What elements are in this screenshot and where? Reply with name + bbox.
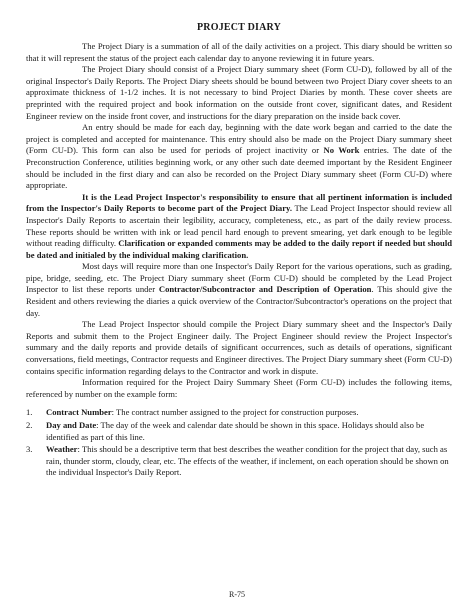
bold-text-run: Clarification or expanded comments may be added to the daily report if needed but should be dated and initialed by the individual making clarification. bbox=[26, 238, 452, 260]
list-item-number: 1. bbox=[26, 407, 33, 418]
paragraph-daily-entry bbox=[26, 122, 452, 192]
list-item-text: : The contract number assigned to the project for construction purposes. bbox=[111, 407, 359, 418]
required-items-list bbox=[26, 407, 452, 479]
paragraph-multiple-reports bbox=[26, 261, 452, 319]
document-body bbox=[26, 41, 452, 400]
list-item bbox=[26, 444, 452, 479]
text-run: The Project Diary is a summation of all of the daily activities on a project. This diary should be written so that it will represent the status of the project each calendar day to anyone reviewing it in future years. bbox=[26, 41, 452, 63]
paragraph-summation bbox=[26, 41, 452, 64]
text-run: The Lead Project Inspector should review all Inspector's Daily Reports to ascertain their legibility, accuracy, completeness, etc., as part of the daily review process. These reports should be written with ink or lead pencil hard enough to prevent smearing, yet dark enough to be legible without reading difficulty. bbox=[26, 203, 452, 249]
list-item bbox=[26, 420, 452, 443]
page-number: R-75 bbox=[229, 590, 245, 599]
list-item-label: Contract Number bbox=[46, 407, 112, 418]
text-run: An entry should be made for each day, beginning with the date work began and carried to the date the project is completed and accepted for maintenance. This entry should also be made on the Project Diary summary sheet (Form CU-D). This form can also be used for periods of project inactivity or bbox=[26, 122, 452, 156]
text-run: Information required for the Project Dairy Summary Sheet (Form CU-D) includes the following items, referenced by number on the example form: bbox=[26, 377, 452, 399]
text-run: . This should give the Resident and others reviewing the diaries a quick overview of the Contractor/Subcontractor's operations on the project that day. bbox=[26, 284, 452, 318]
bold-text-run: It is the Lead Project Inspector's responsibility to ensure that all pertinent information is included from the Inspector's Daily Reports to become part of the Project Diary. bbox=[26, 191, 452, 214]
paragraph-composition bbox=[26, 64, 452, 122]
text-run: Most days will require more than one Inspector's Daily Report for the various operations, such as grading, pipe, bridge, seeding, etc. The Project Diary summary sheet (Form CU-D) should be completed by the Lead Project Inspector to list these reports under bbox=[26, 261, 452, 295]
list-item-number: 2. bbox=[26, 420, 33, 430]
list-item-text: : The day of the week and calendar date should be shown in this space. Holidays should also be identified as part of this line. bbox=[46, 420, 425, 442]
text-run: The Project Diary should consist of a Project Diary summary sheet (Form CU-D), followed by all of the original Inspector's Daily Reports. The Project Diary sheets should be bound between two Project Diary cover sheets to an approximate thickness of 1-1/2 inches. It is not necessary to bind Project Diaries by month. These cover sheets are preprinted with the required project and book information on the outside front cover, significant dates, and Resident Engineer review on the inside front cover, and instructions for the diary preparation on the inside back cover. bbox=[26, 64, 452, 121]
list-item-number: 3. bbox=[26, 444, 33, 455]
list-item bbox=[26, 407, 452, 419]
list-item-text: : This should be a descriptive term that best describes the weather condition for the project that day, such as rain, thunder storm, cloudy, clear, etc. The effects of the weather, if inclement, on each operation should be shown on the individual Inspector's Daily Report. bbox=[46, 444, 449, 478]
text-run: entries. The date of the Preconstruction Conference, utilities beginning work, or any other such date deemed important by the Resident Engineer should be included in the first diary and can also be recorded on the Project Diary summary sheet (Form CU-D) where appropriate. bbox=[26, 145, 452, 191]
text-run: The Lead Project Inspector should compile the Project Diary summary sheet and the Inspector's Daily Reports and submit them to the Project Engineer daily. The Project Engineer should review the Project Inspector's summary and the daily reports and provide details of significant occurrences, such as details of operations, significant conversations, field meetings, Contractor requests and Engineer directives. The Project Diary summary sheet (Form CU-D) contains specific information regarding delays to the Contractor and work in dispute. bbox=[26, 319, 452, 376]
page-title: PROJECT DIARY bbox=[196, 22, 282, 33]
paragraph-required-information bbox=[26, 377, 452, 400]
list-item-label: Day and Date bbox=[46, 420, 97, 430]
bold-text-run: No Work bbox=[323, 145, 360, 156]
bold-text-run: Contractor/Subcontractor and Description of Operation bbox=[158, 284, 372, 295]
document-page bbox=[26, 22, 452, 480]
paragraph-lead-inspector-responsibility bbox=[26, 192, 452, 262]
list-item-label: Weather bbox=[46, 444, 78, 455]
paragraph-compile-and-submit bbox=[26, 319, 452, 377]
